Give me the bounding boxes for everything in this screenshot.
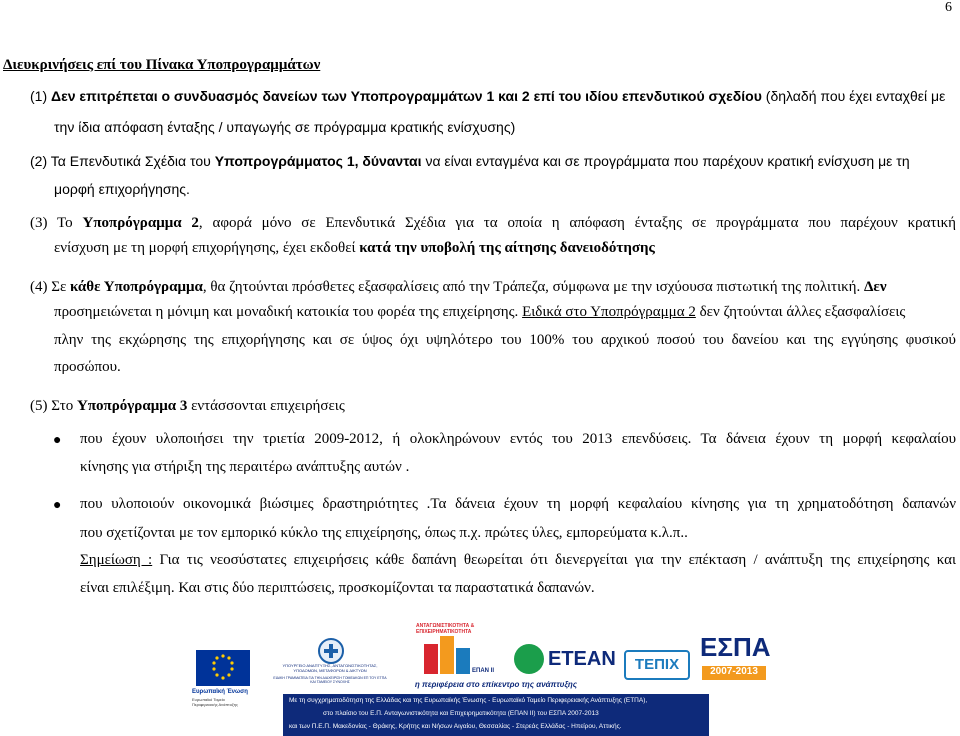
p2-c: να είναι ενταγμένα και σε προγράμματα που παρέχουν κρατική ενίσχυση με τη [425, 153, 910, 169]
paragraph-4-line-3: πλην της εκχώρησης της επιχορήγησης και σε ύψος όχι υψηλότερο του 100% του αρχικού ποσού του δανείου και της εγγύησης φυσικού [54, 332, 956, 348]
bullet-2-line-2: που σχετίζονται με τον εμπορικό κύκλο της επιχείρησης, όπως π.χ. πρώτες ύλες, εμπορεύματα κ.λ.π.. [80, 525, 688, 541]
bullet-2-line-1: που υλοποιούν οικονομικά βιώσιμες δραστηριότητες .Τα δάνεια έχουν τη μορφή κεφαλαίου κίνησης για τη χρηματοδότηση δαπανών [80, 496, 956, 512]
p1-number: (1) [30, 88, 48, 104]
p5-bold: Υποπρόγραμμα 3 [76, 398, 188, 414]
epan-label: ΕΠΑΝ ΙΙ [472, 668, 495, 674]
p4-a: (4) Σε [30, 279, 67, 295]
paragraph-1-line-2: την ίδια απόφαση ένταξης / υπαγωγής σε πρόγραμμα κρατικής ενίσχυσης) [54, 119, 516, 135]
page-number: 6 [945, 0, 952, 15]
p3-bold: Υποπρόγραμμα 2 [82, 215, 199, 231]
bullet-2-line-4: είναι επιλέξιμη. Και στις δύο περιπτώσεις, προσκομίζονται τα παραστατικά δαπανών. [80, 580, 595, 596]
p3-a: (3) Το [30, 215, 73, 231]
bullet-1-glyph: ● [53, 433, 62, 448]
p1-rest: (δηλαδή που έχει ενταχθεί με [765, 88, 946, 104]
espa-logo [700, 632, 772, 686]
competitiveness-label: ΑΝΤΑΓΩΝΙΣΤΙΚΟΤΗΤΑ & ΕΠΙΧΕΙΡΗΜΑΤΙΚΟΤΗΤΑ [416, 623, 475, 635]
eu-label: Ευρωπαϊκή Ένωση [192, 689, 248, 695]
p3-c: , αφορά μόνο σε Επενδυτικά Σχέδια για τα οποία η απόφαση ένταξης σε προγράμματα που παρέχουν κρατική [198, 215, 956, 231]
ministry-sub: ΕΙΔΙΚΗ ΓΡΑΜΜΑΤΕΙΑ ΓΙΑ ΤΗΝ ΔΙΑΧΕΙΡΙΣΗ ΤΟΜΕΑΚΩΝ ΕΠ ΤΟΥ ΕΤΠΑ ΚΑΙ ΤΑΜΕΙΟΥ ΣΥΝΟΧΗΣ [273, 676, 387, 685]
p5-a: (5) Στο [30, 398, 74, 414]
paragraph-4-line-2 [54, 305, 905, 320]
slogan: η περιφέρεια στο επίκεντρο της ανάπτυξης [414, 680, 578, 689]
p3-line2a: ενίσχυση με τη μορφή επιχορήγησης, έχει εκδοθεί [54, 240, 356, 256]
eu-sub-2: Περιφερειακής Ανάπτυξης [192, 702, 238, 707]
note-text: Για τις νεοσύστατες επιχειρήσεις κάθε δαπάνη θεωρείται ότι διενεργείται για την επέκταση / ανάπτυξη της επιχείρησης και [159, 552, 957, 568]
bullet-2-glyph: ● [53, 498, 62, 513]
bullet-1-line-2: κίνησης για στήριξη της περαιτέρω ανάπτυξης αυτών . [80, 459, 410, 475]
note-label: Σημείωση : [80, 552, 153, 568]
footer-text-3: και των Π.Ε.Π. Μακεδονίας - Θράκης, Κρήτης και Νήσων Αιγαίου, Θεσσαλίας - Στερεάς Ελλάδας - Ηπείρου, Αττικής. [289, 723, 622, 730]
etean-logo-icon [514, 644, 544, 674]
paragraph-1-line-1 [30, 89, 945, 103]
p2-a: (2) Τα Επενδυτικά Σχέδια του [30, 153, 211, 169]
p4-line2c: δεν ζητούνται άλλες εξασφαλίσεις [699, 304, 906, 320]
p4-line2b: Ειδικά στο Υποπρόγραμμα 2 [522, 304, 696, 320]
p5-c: εντάσσονται επιχειρήσεις [191, 398, 345, 414]
footer-text-1: Με τη συγχρηματοδότηση της Ελλάδας και της Ευρωπαϊκής Ένωσης - Ευρωπαϊκό Ταμείο Περιφερειακής Ανάπτυξης (ΕΤΠΑ), [289, 697, 648, 704]
eu-sub-1: Ευρωπαϊκό Ταμείο [192, 697, 225, 702]
paragraph-4-line-4: προσώπου. [54, 359, 121, 375]
p2-bold: Υποπρογράμματος 1, δύνανται [214, 153, 422, 169]
eu-flag-icon [196, 650, 250, 686]
paragraph-3-line-2 [54, 241, 655, 256]
p4-line2a: προσημειώνεται η μόνιμη και μοναδική κατοικία του φορέα της επιχείρησης. [54, 304, 519, 320]
epan-logo-icon [420, 630, 496, 686]
p1-bold: Δεν επιτρέπεται ο συνδυασμός δανείων των Υποπρογραμμάτων 1 και 2 επί του ιδίου επενδυτικού σχεδίου [51, 88, 762, 104]
p4-c: , θα ζητούνται πρόσθετες εξασφαλίσεις από την Τράπεζα, σύμφωνα με την ισχύουσα πιστωτική της πολιτική. [202, 279, 861, 295]
p3-line2b: κατά την υποβολή της αίτησης δανειοδότησης [359, 240, 655, 256]
p4-bold: κάθε Υποπρόγραμμα [70, 279, 203, 295]
paragraph-4-line-1 [30, 280, 887, 295]
paragraph-5 [30, 399, 345, 414]
espa-years: 2007-2013 [702, 666, 766, 680]
footer-text-2: στο πλαίσιο του Ε.Π. Ανταγωνιστικότητα και Επιχειρηματικότητα (ΕΠΑΝ ΙΙ) του ΕΣΠΑ 2007-2013 [323, 710, 599, 717]
bullet-1-line-1: που έχουν υλοποιήσει την τριετία 2009-2012, ή ολοκληρώνουν εντός του 2013 επενδύσεις. Τα δάνεια έχουν τη μορφή κεφαλαίου [80, 431, 956, 447]
greek-emblem-icon [318, 638, 344, 664]
paragraph-3-line-1 [30, 216, 956, 231]
bullet-2-line-3 [80, 553, 956, 568]
espa-label: ΕΣΠΑ [700, 632, 771, 662]
tepix-logo: ΤΕΠΙΧ [624, 650, 690, 680]
paragraph-2-line-2: μορφή επιχορήγησης. [54, 181, 190, 197]
page-title: Διευκρινήσεις επί του Πίνακα Υποπρογραμμάτων [3, 57, 321, 73]
etean-label: ΕΤΕΑΝ [548, 648, 616, 670]
p4-d: Δεν [864, 279, 887, 295]
ministry-name: ΥΠΟΥΡΓΕΙΟ ΑΝΑΠΤΥΞΗΣ, ΑΝΤΑΓΩΝΙΣΤΙΚΟΤΗΤΑΣ, ΥΠΟΔΟΜΩΝ, ΜΕΤΑΦΟΡΩΝ & ΔΙΚΤΥΩΝ [282, 663, 378, 673]
paragraph-2-line-1 [30, 154, 910, 168]
